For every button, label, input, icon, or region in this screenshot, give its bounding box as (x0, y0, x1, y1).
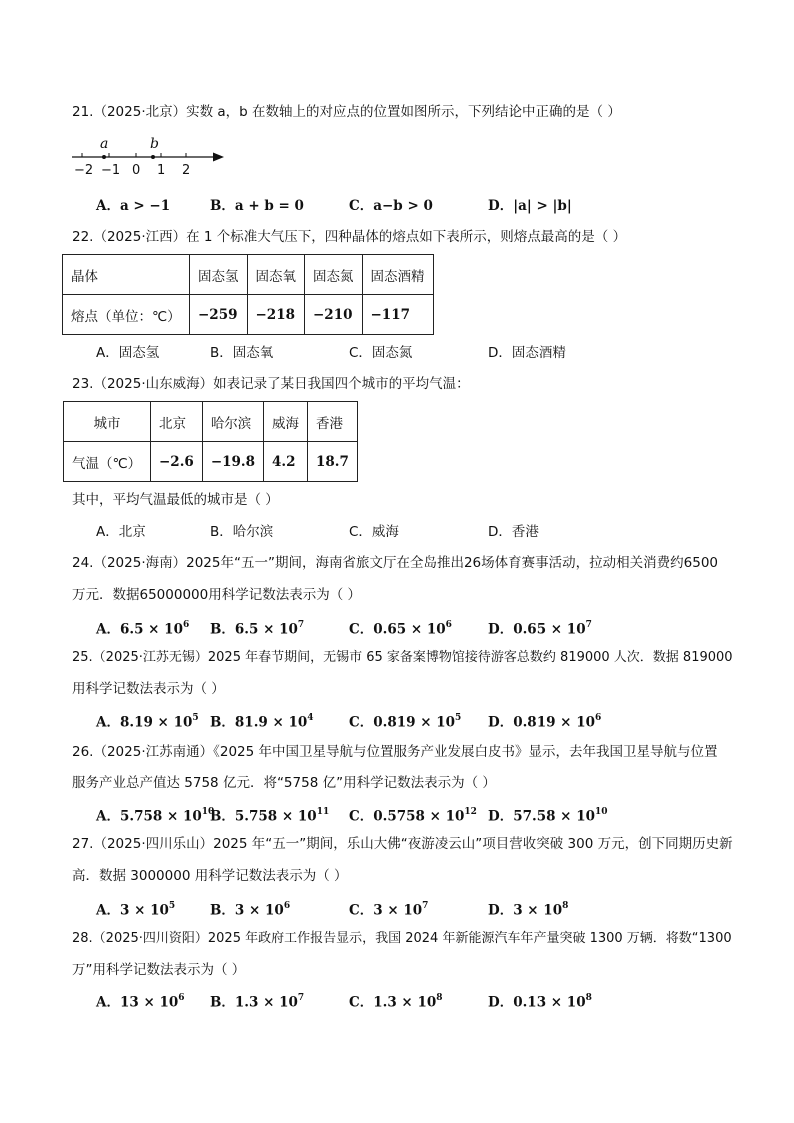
number-line-arrow (213, 153, 224, 162)
table-header-cell: 晶体 (63, 255, 190, 295)
number-line-tick-label: 2 (182, 163, 191, 178)
table-header-cell: 威海 (264, 402, 308, 442)
q28-option-d[interactable]: D．$0.13 \times 10^8$ (488, 993, 592, 1011)
q23-option-d[interactable]: D．香港 (488, 524, 539, 540)
q22-stem: 22.（2025·江西）在 1 个标准大气压下，四种晶体的熔点如下表所示，则熔点最高的是（ ） (72, 229, 627, 245)
q27-stem-line1: 27.（2025·四川乐山）2025 年“五一”期间，乐山大佛“夜游凌云山”项目营收突破 300 万元，创下同期历史新 (72, 836, 733, 852)
number-line-figure (68, 134, 238, 178)
q23-stem: 23.（2025·山东威海）如表记录了某日我国四个城市的平均气温： (72, 376, 470, 392)
q24-option-a[interactable]: A．$6.5 \times 10^6$ (96, 620, 190, 638)
table-header-cell: 香港 (308, 402, 358, 442)
table-header-cell: 哈尔滨 (202, 402, 263, 442)
table-cell: 熔点（单位：℃） (63, 295, 190, 335)
q25-stem-line1: 25.（2025·江苏无锡）2025 年春节期间，无锡市 65 家备案博物馆接待游客总数约 819000 人次．数据 819000 (72, 650, 733, 665)
table-cell: −218 (247, 295, 305, 335)
q21-stem: 21.（2025·北京）实数 a，b 在数轴上的对应点的位置如图所示，下列结论中正确的是（ ） (72, 104, 621, 120)
q24-option-b[interactable]: B．$6.5 \times 10^7$ (210, 620, 305, 638)
table-header-cell: 固态氧 (247, 255, 305, 295)
number-line-tick-label: 1 (157, 163, 166, 178)
q27-option-c[interactable]: C．$3 \times 10^7$ (349, 901, 429, 919)
q25-option-c[interactable]: C．$0.819 \times 10^5$ (349, 713, 462, 731)
table-row (64, 442, 358, 482)
q26-stem-line1: 26.（2025·江苏南通）《2025 年中国卫星导航与位置服务产业发展白皮书》显示，去年我国卫星导航与位置 (72, 744, 718, 760)
number-line-tick-label: −2 (74, 163, 94, 178)
q26-option-a[interactable]: A．$5.758 \times 10^{10}$ (96, 807, 215, 825)
q28-stem-line2: 万”用科学记数法表示为（ ） (72, 962, 246, 978)
q22-option-b[interactable]: B．固态氧 (210, 345, 274, 361)
table-cell: −117 (362, 295, 433, 335)
q25-option-b[interactable]: B．$81.9 \times 10^4$ (210, 713, 314, 731)
q24-option-d[interactable]: D．$0.65 \times 10^7$ (488, 620, 592, 638)
table-header-cell: 固态酒精 (362, 255, 433, 295)
table-header-cell: 固态氢 (190, 255, 248, 295)
q23-question: 其中，平均气温最低的城市是（ ） (72, 492, 279, 508)
q27-stem-line2: 高．数据 3000000 用科学记数法表示为（ ） (72, 868, 348, 884)
q22-melting-point-table (62, 254, 434, 335)
q25-option-d[interactable]: D．$0.819 \times 10^6$ (488, 713, 602, 731)
q26-option-c[interactable]: C．$0.5758 \times 10^{12}$ (349, 807, 477, 825)
q24-option-c[interactable]: C．$0.65 \times 10^6$ (349, 620, 452, 638)
table-row (64, 402, 358, 442)
q21-option-c[interactable]: C．a−b > 0 (349, 198, 433, 214)
q28-option-b[interactable]: B．$1.3 \times 10^7$ (210, 993, 305, 1011)
q26-option-b[interactable]: B．$5.758 \times 10^{11}$ (210, 807, 330, 825)
q28-stem-line1: 28.（2025·四川资阳）2025 年政府工作报告显示，我国 2024 年新能源汽车年产量突破 1300 万辆．将数“1300 (72, 931, 732, 946)
table-cell: −2.6 (151, 442, 203, 482)
q23-option-c[interactable]: C．威海 (349, 524, 399, 540)
q26-option-d[interactable]: D．$57.58 \times 10^{10}$ (488, 807, 608, 825)
table-row (63, 295, 434, 335)
number-line-point-a (102, 155, 106, 159)
q21-option-a[interactable]: A．a > −1 (96, 198, 171, 214)
number-line-tick-label: 0 (132, 163, 141, 178)
q23-option-b[interactable]: B．哈尔滨 (210, 524, 274, 540)
q24-stem-line1: 24.（2025·海南）2025年“五一”期间，海南省旅文厅在全岛推出26场体育赛事活动，拉动相关消费约6500 (72, 555, 718, 571)
number-line-tick-label: −1 (101, 163, 121, 178)
q28-option-a[interactable]: A．$13 \times 10^6$ (96, 993, 185, 1011)
number-line-label-a: a (100, 136, 109, 152)
table-cell: 4.2 (264, 442, 308, 482)
table-cell: −19.8 (202, 442, 263, 482)
q27-option-a[interactable]: A．$3 \times 10^5$ (96, 901, 176, 919)
q25-stem-line2: 用科学记数法表示为（ ） (72, 681, 225, 697)
q22-option-d[interactable]: D．固态酒精 (488, 345, 566, 361)
q27-option-d[interactable]: D．$3 \times 10^8$ (488, 901, 569, 919)
q26-stem-line2: 服务产业总产值达 5758 亿元．将“5758 亿”用科学记数法表示为（ ） (72, 775, 496, 791)
table-cell: 气温（℃） (64, 442, 151, 482)
q22-option-c[interactable]: C．固态氮 (349, 345, 413, 361)
q23-temperature-table (63, 401, 358, 482)
table-cell: 18.7 (308, 442, 358, 482)
table-cell: −259 (190, 295, 248, 335)
q25-option-a[interactable]: A．$8.19 \times 10^5$ (96, 713, 199, 731)
q24-stem-line2: 万元．数据65000000用科学记数法表示为（ ） (72, 587, 362, 603)
q28-option-c[interactable]: C．$1.3 \times 10^8$ (349, 993, 443, 1011)
q23-option-a[interactable]: A．北京 (96, 524, 146, 540)
number-line-point-b (151, 155, 155, 159)
q22-option-a[interactable]: A．固态氢 (96, 345, 160, 361)
q21-option-d[interactable]: D．|a| > |b| (488, 198, 572, 214)
table-header-cell: 城市 (64, 402, 151, 442)
number-line-label-b: b (150, 136, 159, 152)
table-header-cell: 固态氮 (305, 255, 363, 295)
table-row (63, 255, 434, 295)
table-cell: −210 (305, 295, 363, 335)
q21-option-b[interactable]: B．a + b = 0 (210, 198, 304, 214)
q27-option-b[interactable]: B．$3 \times 10^6$ (210, 901, 291, 919)
table-header-cell: 北京 (151, 402, 203, 442)
